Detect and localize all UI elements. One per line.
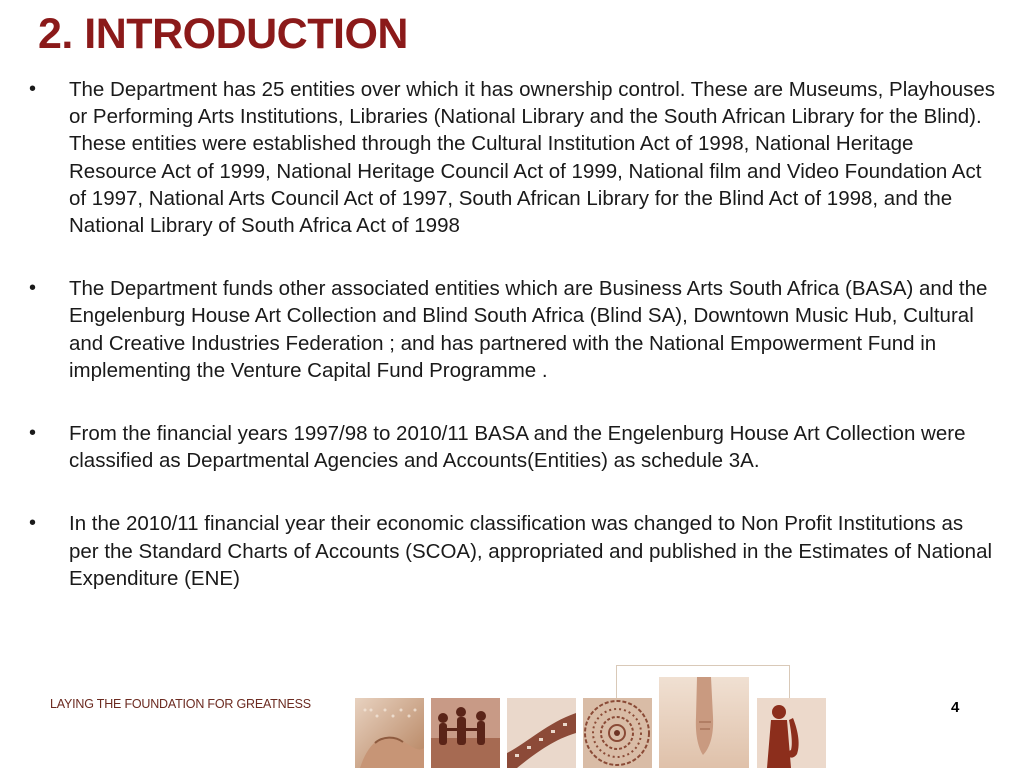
film-reel-photo [507, 698, 576, 768]
braille-reading-photo [355, 698, 424, 768]
bullet-text: The Department has 25 entities over which it has ownership control. These are Museums, Playhouses or Performing Arts Institutions, Libraries (National Library and the South African Library for the Blind). These entities were established through the Cultural Institution Act of 1998, National Heritage Resource Act of 1999, National Heritage Council Act of 1999, National film and Video Foundation Act of 1997, National Arts Council Act of 1997, South African Library for the Blind Act of 1998, and the National Library of South Africa Act of 1998 [69, 78, 996, 238]
bullet-text: In the 2010/11 financial year their economic classification was changed to Non Profit Institutions as per the Standard Charts of Accounts (SCOA), appropriated and published in the Estimates of National Expenditure (ENE) [69, 512, 993, 590]
bullet-icon: • [29, 277, 37, 300]
bullet-icon: • [29, 512, 37, 535]
ballet-shoe-photo [659, 677, 749, 768]
bullet-item [27, 76, 997, 239]
bullet-icon: • [29, 78, 37, 100]
bullet-item [27, 420, 997, 474]
children-dancing-photo [431, 698, 500, 768]
footer-tagline: LAYING THE FOUNDATION FOR GREATNESS [50, 697, 311, 711]
slide-title: 2. INTRODUCTION [38, 10, 408, 58]
bullet-icon: • [29, 422, 37, 445]
saxophone-player-photo [757, 698, 826, 768]
bullet-item [27, 510, 997, 592]
page-number: 4 [951, 699, 960, 716]
bullet-text: The Department funds other associated entities which are Business Arts South Africa (BASA) and the Engelenburg House Art Collection and Blind South Africa (Blind SA), Downtown Music Hub, Cultural and Creative Industries Federation ; and has partnered with the National Empowerment Fund in implementing the Venture Capital Fund Programme . [69, 277, 988, 382]
bullet-list [27, 76, 997, 592]
bullet-text: From the financial years 1997/98 to 2010/11 BASA and the Engelenburg House Art Collection were classified as Departmental Agencies and Accounts(Entities) as schedule 3A. [69, 422, 966, 473]
beadwork-pattern-photo [583, 698, 652, 768]
bullet-item [27, 275, 997, 384]
